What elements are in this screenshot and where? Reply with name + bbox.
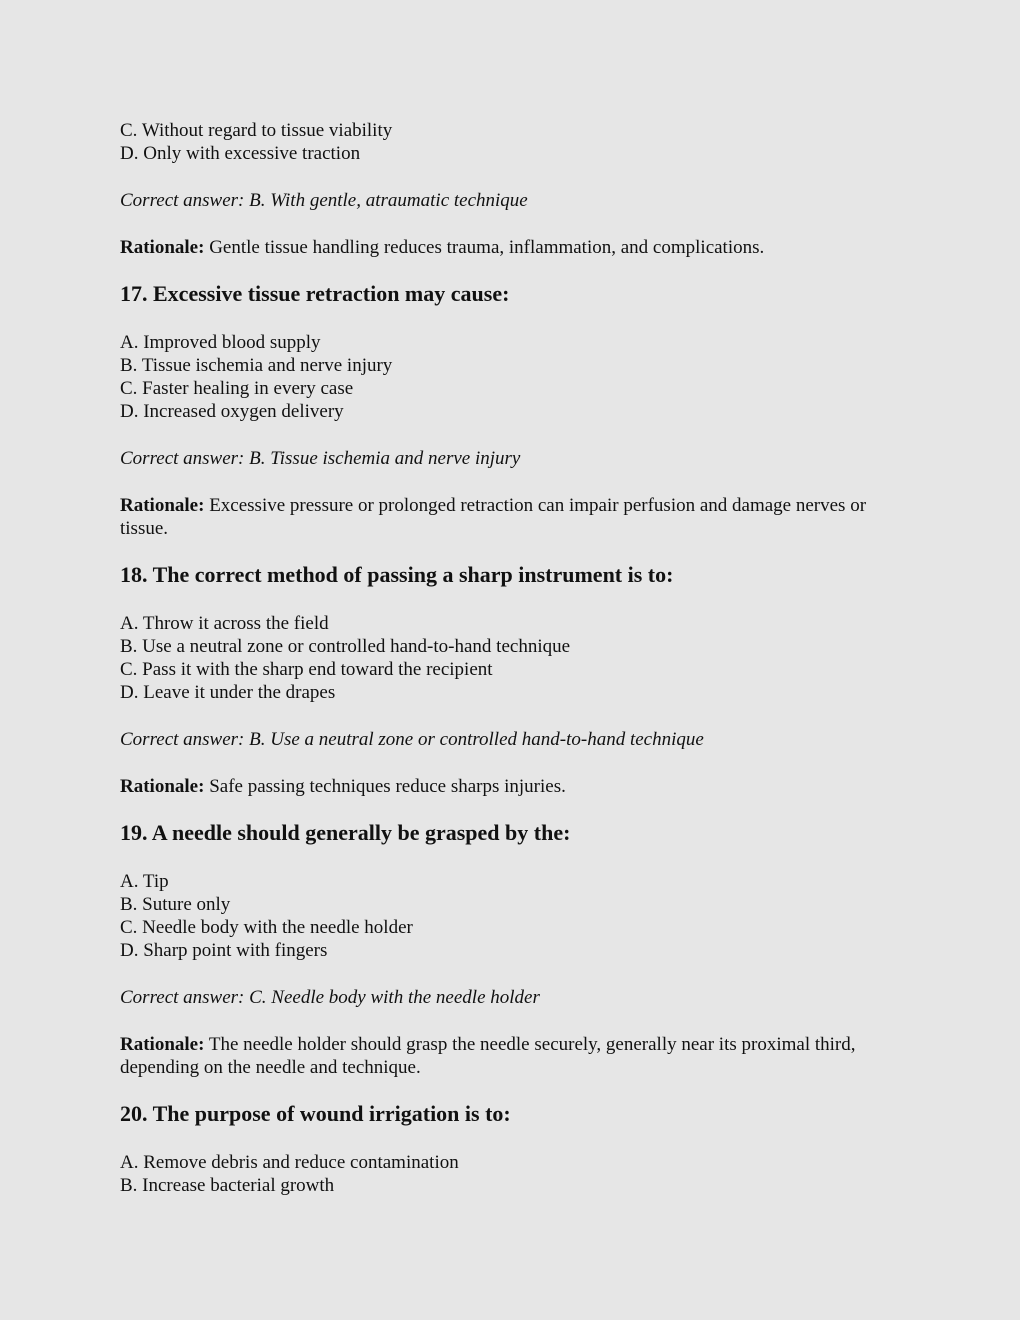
option-d: D. Only with excessive traction xyxy=(120,143,361,164)
rationale-label: Rationale: xyxy=(120,1034,205,1055)
question-title: 18. The correct method of passing a sharp instrument is to: xyxy=(120,562,674,587)
option-c: C. Faster healing in every case xyxy=(120,378,354,399)
rationale-label: Rationale: xyxy=(120,495,205,516)
correct-answer: Correct answer: B. With gentle, atraumatic technique xyxy=(120,190,528,211)
rationale-text: Excessive pressure or prolonged retraction can impair perfusion and damage nerves or tissue. xyxy=(120,495,867,539)
option-a: A. Throw it across the field xyxy=(120,613,329,634)
rationale-text: The needle holder should grasp the needle securely, generally near its proximal third, depending on the needle and technique. xyxy=(120,1034,856,1078)
correct-answer: Correct answer: B. Use a neutral zone or controlled hand-to-hand technique xyxy=(120,729,704,750)
option-d: D. Sharp point with fingers xyxy=(120,940,328,961)
rationale-label: Rationale: xyxy=(120,237,205,258)
option-a: A. Tip xyxy=(120,871,169,892)
rationale-label: Rationale: xyxy=(120,776,205,797)
option-b: B. Increase bacterial growth xyxy=(120,1175,335,1196)
option-b: B. Use a neutral zone or controlled hand-to-hand technique xyxy=(120,636,571,657)
rationale xyxy=(120,494,900,540)
rationale xyxy=(120,775,900,798)
question-16-continued xyxy=(120,119,900,259)
option-c: C. Without regard to tissue viability xyxy=(120,120,393,141)
rationale-text: Safe passing techniques reduce sharps injuries. xyxy=(204,776,566,797)
question-title: 17. Excessive tissue retraction may cause: xyxy=(120,281,510,306)
question-19 xyxy=(120,820,900,1079)
question-title: 20. The purpose of wound irrigation is to: xyxy=(120,1101,511,1126)
question-title: 19. A needle should generally be grasped by the: xyxy=(120,820,571,845)
option-d: D. Leave it under the drapes xyxy=(120,682,336,703)
option-a: A. Remove debris and reduce contamination xyxy=(120,1152,459,1173)
option-a: A. Improved blood supply xyxy=(120,332,321,353)
rationale-text: Gentle tissue handling reduces trauma, inflammation, and complications. xyxy=(204,237,765,258)
question-17 xyxy=(120,281,900,540)
rationale xyxy=(120,1033,900,1079)
question-18 xyxy=(120,562,900,798)
option-c: C. Pass it with the sharp end toward the recipient xyxy=(120,659,493,680)
option-d: D. Increased oxygen delivery xyxy=(120,401,344,422)
correct-answer: Correct answer: C. Needle body with the needle holder xyxy=(120,987,540,1008)
rationale xyxy=(120,236,900,259)
option-c: C. Needle body with the needle holder xyxy=(120,917,413,938)
question-20 xyxy=(120,1101,900,1197)
option-b: B. Tissue ischemia and nerve injury xyxy=(120,355,393,376)
option-b: B. Suture only xyxy=(120,894,231,915)
correct-answer: Correct answer: B. Tissue ischemia and nerve injury xyxy=(120,448,521,469)
